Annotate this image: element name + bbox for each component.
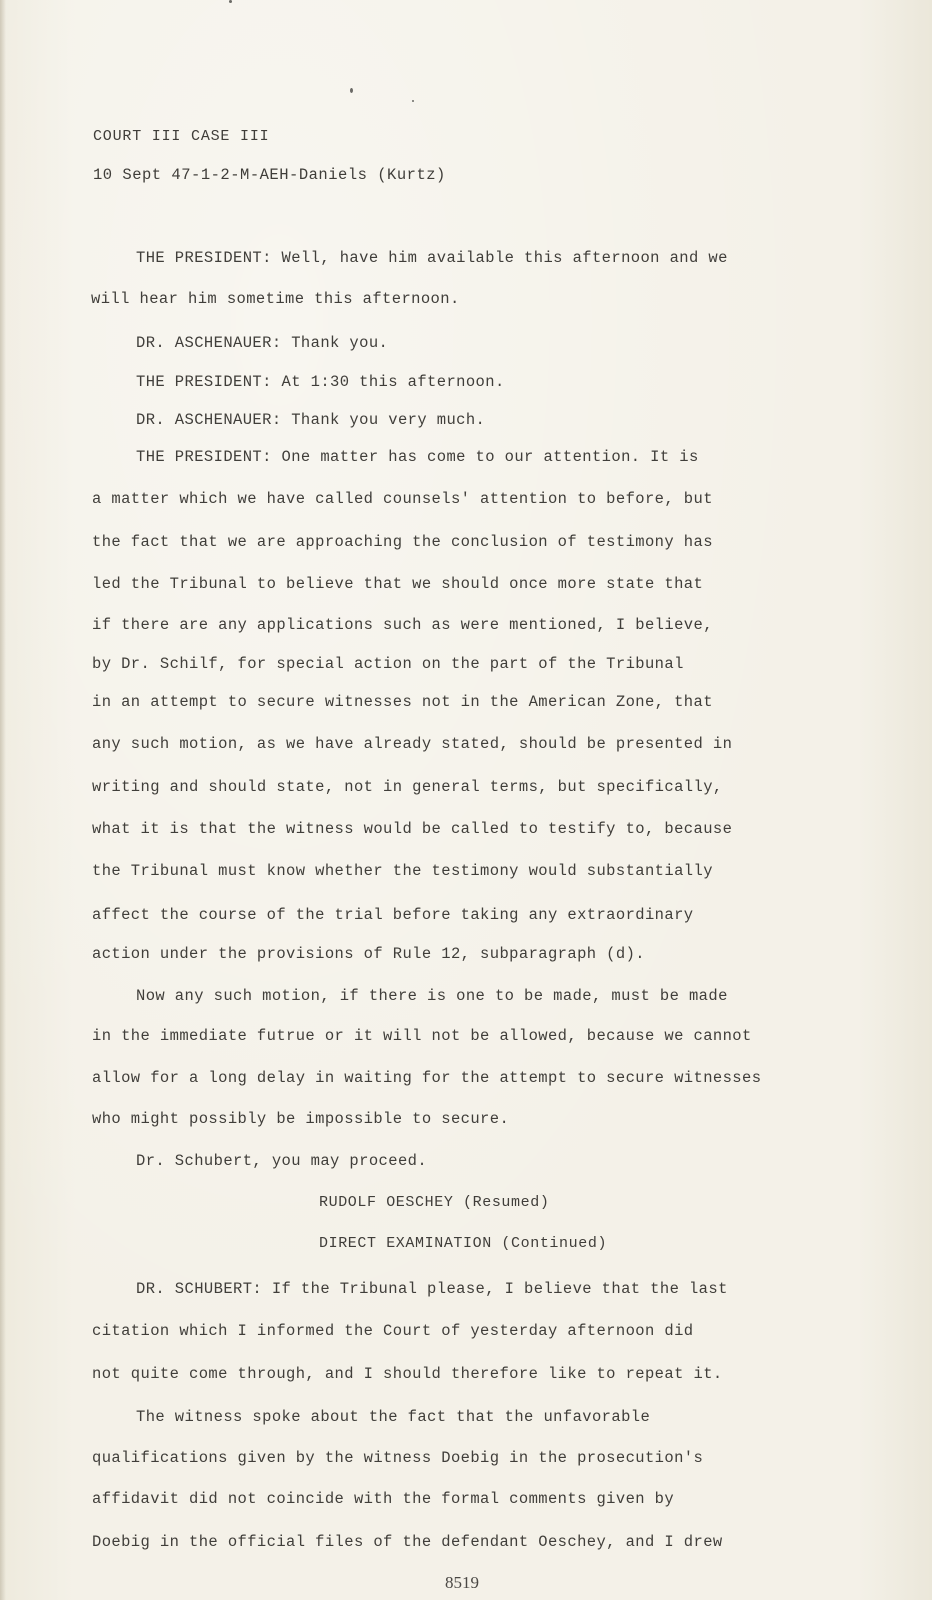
transcript-line: DR. ASCHENAUER: Thank you. [136,334,389,352]
transcript-line: THE PRESIDENT: At 1:30 this afternoon. [136,373,505,391]
transcript-line: what it is that the witness would be called to testify to, because [92,820,733,838]
transcript-line: Doebig in the official files of the defendant Oeschey, and I drew [92,1533,723,1551]
examination-heading: DIRECT EXAMINATION (Continued) [319,1235,608,1252]
transcript-line: affect the course of the trial before taking any extraordinary [92,906,694,924]
transcript-line: DR. SCHUBERT: If the Tribunal please, I believe that the last [136,1280,728,1298]
transcript-line: THE PRESIDENT: Well, have him available this afternoon and we [136,249,728,267]
transcript-line: allow for a long delay in waiting for the attempt to secure witnesses [92,1069,762,1087]
transcript-line: any such motion, as we have already stated, should be presented in [92,735,733,753]
transcript-line: in the immediate futrue or it will not be allowed, because we cannot [92,1027,752,1045]
witness-heading: RUDOLF OESCHEY (Resumed) [319,1194,550,1211]
transcript-line: DR. ASCHENAUER: Thank you very much. [136,411,486,429]
transcript-line: THE PRESIDENT: One matter has come to our attention. It is [136,448,699,466]
transcript-line: qualifications given by the witness Doebig in the prosecution's [92,1449,704,1467]
transcript-line: will hear him sometime this afternoon. [91,290,460,308]
transcript-line: in an attempt to secure witnesses not in the American Zone, that [92,693,713,711]
ink-speck [229,0,232,3]
transcript-line: affidavit did not coincide with the formal comments given by [92,1490,675,1508]
ink-speck [350,88,353,93]
paper-edge [0,0,6,1600]
transcript-line: by Dr. Schilf, for special action on the part of the Tribunal [92,655,684,673]
transcript-line: who might possibly be impossible to secure. [92,1110,510,1128]
transcript-line: writing and should state, not in general terms, but specifically, [92,778,723,796]
transcript-line: citation which I informed the Court of yesterday afternoon did [92,1322,694,1340]
transcript-line: the Tribunal must know whether the testimony would substantially [92,862,713,880]
transcript-line: not quite come through, and I should therefore like to repeat it. [92,1365,723,1383]
transcript-line: Dr. Schubert, you may proceed. [136,1152,428,1170]
session-header: 10 Sept 47-1-2-M-AEH-Daniels (Kurtz) [93,166,446,184]
transcript-line: action under the provisions of Rule 12, subparagraph (d). [92,945,645,963]
transcript-line: led the Tribunal to believe that we should once more state that [92,575,704,593]
transcript-line: a matter which we have called counsels' attention to before, but [92,490,713,508]
transcript-line: The witness spoke about the fact that the unfavorable [136,1408,651,1426]
transcript-line: the fact that we are approaching the conclusion of testimony has [92,533,713,551]
transcript-line: if there are any applications such as were mentioned, I believe, [92,616,713,634]
ink-speck [412,100,414,102]
case-header: COURT III CASE III [93,128,270,145]
page-number: 8519 [445,1573,479,1592]
transcript-line: Now any such motion, if there is one to be made, must be made [136,987,728,1005]
